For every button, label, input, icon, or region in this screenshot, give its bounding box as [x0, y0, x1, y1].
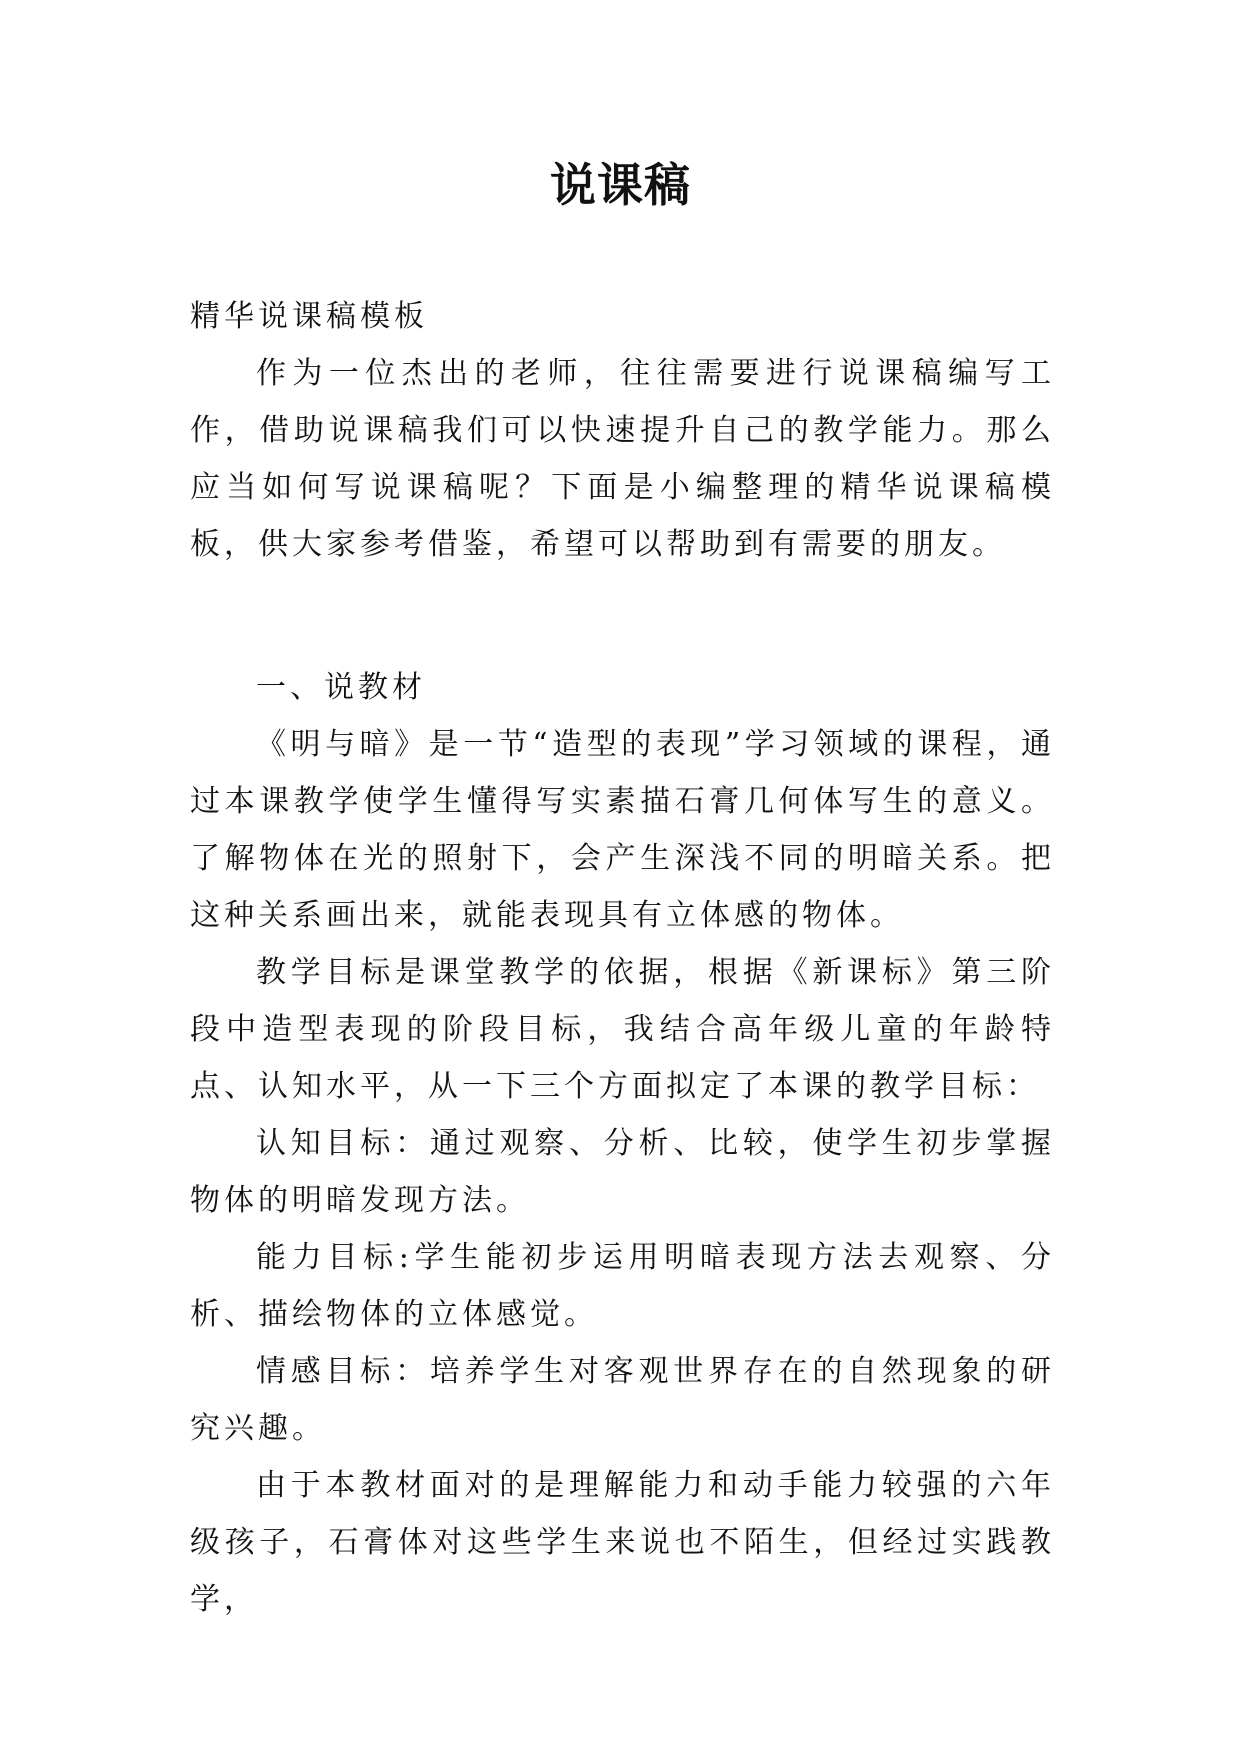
document-subtitle: 精华说课稿模板	[190, 299, 428, 334]
section-heading: 一、说教材	[256, 670, 426, 705]
body-paragraph: 《明与暗》是一节“造型的表现”学习领域的课程，通过本课教学使学生懂得写实素描石膏几何体写生的意义。了解物体在光的照射下，会产生深浅不同的明暗关系。把这种关系画出来，就能表现具有立体感的物体。	[190, 727, 1055, 933]
body-paragraph: 认知目标：通过观察、分析、比较，使学生初步掌握物体的明暗发现方法。	[190, 1126, 1055, 1218]
body-paragraph: 情感目标：培养学生对客观世界存在的自然现象的研究兴趣。	[190, 1354, 1055, 1446]
intro-paragraph: 作为一位杰出的老师，往往需要进行说课稿编写工作，借助说课稿我们可以快速提升自己的教学能力。那么应当如何写说课稿呢？下面是小编整理的精华说课稿模板，供大家参考借鉴，希望可以帮助到有需要的朋友。	[190, 356, 1055, 562]
body-paragraph: 教学目标是课堂教学的依据，根据《新课标》第三阶段中造型表现的阶段目标，我结合高年级儿童的年龄特点、认知水平，从一下三个方面拟定了本课的教学目标：	[190, 955, 1055, 1104]
body-paragraph: 能力目标:学生能初步运用明暗表现方法去观察、分析、描绘物体的立体感觉。	[190, 1240, 1055, 1332]
document-title: 说课稿	[550, 158, 691, 212]
document-body	[190, 288, 1055, 1628]
paragraph-spacer	[190, 573, 1055, 659]
body-paragraph: 由于本教材面对的是理解能力和动手能力较强的六年级孩子，石膏体对这些学生来说也不陌生，但经过实践教学，	[190, 1468, 1055, 1617]
